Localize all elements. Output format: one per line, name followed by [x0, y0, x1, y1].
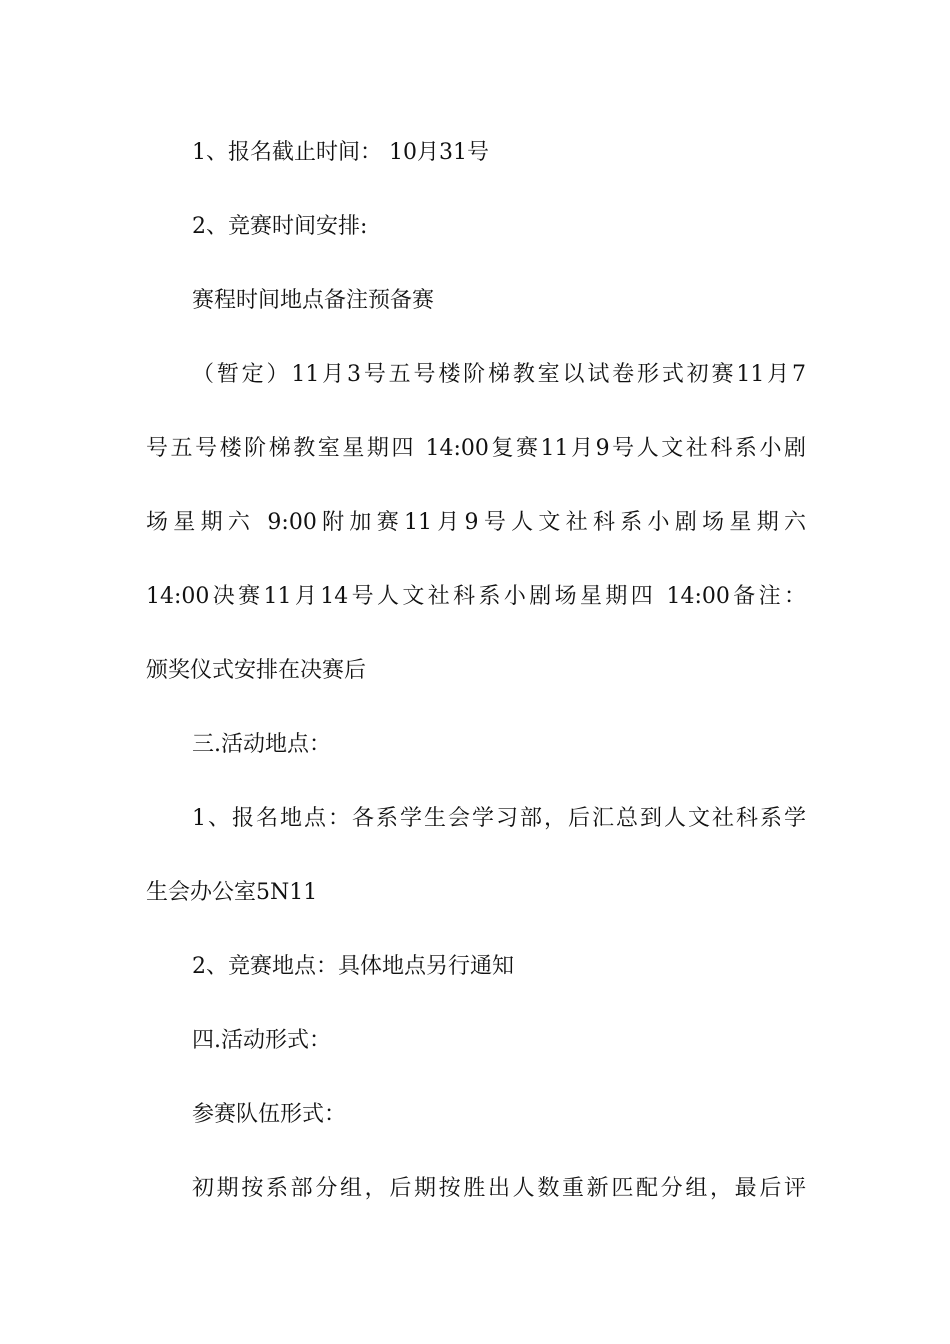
- registration-location-line-1: 1、报名地点：各系学生会学习部，后汇总到人文社科系学: [192, 806, 806, 831]
- schedule-text-line-1: （暂定）11月3号五号楼阶梯教室以试卷形式初赛11月7: [192, 362, 806, 387]
- competition-location-line: 2、竞赛地点：具体地点另行通知: [192, 954, 514, 979]
- document-body: [146, 130, 806, 1240]
- registration-location-line-2: 生会办公室5N11: [146, 880, 318, 905]
- schedule-text-line-3: 场星期六 9:00附加赛11月9号人文社科系小剧场星期六: [146, 510, 806, 535]
- registration-deadline-line: 1、报名截止时间： 10月31号: [192, 140, 489, 165]
- section-heading-location: 三.活动地点：: [192, 732, 331, 757]
- schedule-text-line-2: 号五号楼阶梯教室星期四 14:00复赛11月9号人文社科系小剧: [146, 436, 806, 461]
- grouping-description-line: 初期按系部分组，后期按胜出人数重新匹配分组，最后评: [192, 1176, 806, 1201]
- schedule-text-line-4: 14:00决赛11月14号人文社科系小剧场星期四 14:00备注：: [146, 584, 806, 609]
- schedule-text-line-5: 颁奖仪式安排在决赛后: [146, 658, 367, 683]
- schedule-heading-line: 2、竞赛时间安排:: [192, 214, 368, 239]
- section-heading-format: 四.活动形式：: [192, 1028, 331, 1053]
- schedule-columns-line: 赛程时间地点备注预备赛: [192, 288, 435, 313]
- team-format-heading-line: 参赛队伍形式：: [192, 1102, 347, 1127]
